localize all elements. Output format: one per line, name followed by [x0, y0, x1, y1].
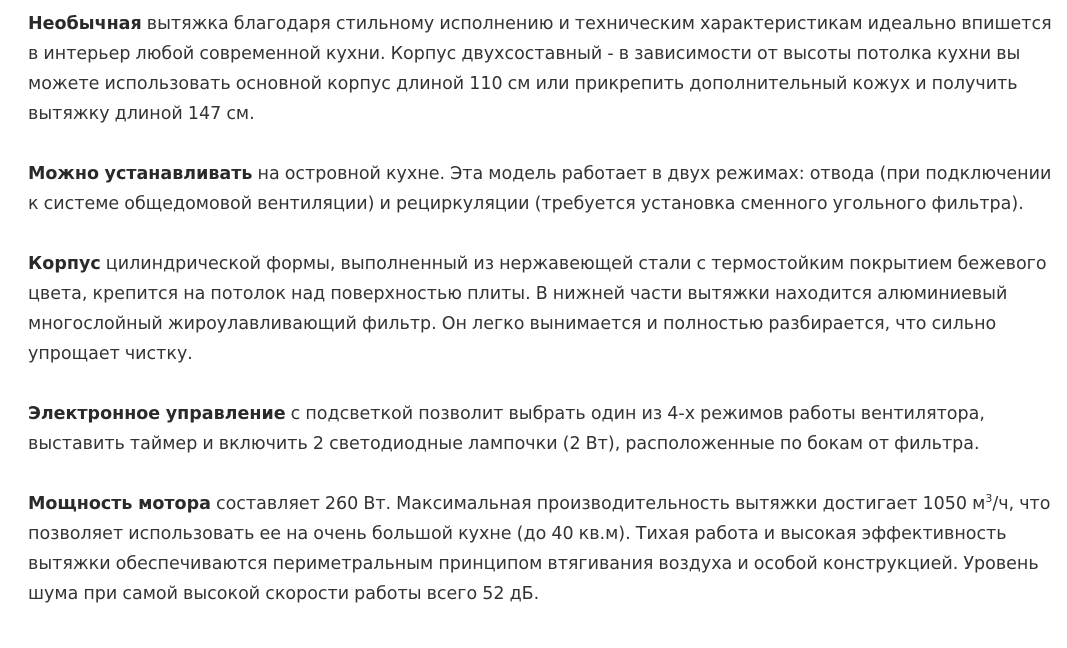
description-paragraph-controls	[28, 399, 1058, 459]
paragraph-lead: Необычная	[28, 14, 142, 34]
paragraph-text-continued: /ч, что позволяет использовать ее на очень большой кухне (до 40 кв.м). Тихая работа и высокая эффективность вытяжки обеспечиваются периметральным принципом втягивания воздуха и особой конструкцией. Уровень шума при самой высокой скорости работы всего 52 дБ.	[28, 494, 1051, 604]
paragraph-text: составляет 260 Вт. Максимальная производительность вытяжки достигает 1050 м	[210, 494, 986, 514]
paragraph-lead: Электронное управление	[28, 404, 286, 424]
paragraph-lead: Можно устанавливать	[28, 164, 253, 184]
paragraph-lead: Мощность мотора	[28, 494, 211, 514]
paragraph-text: вытяжка благодаря стильному исполнению и техническим характеристикам идеально впишется в интерьер любой современной кухни. Корпус двухсоставный - в зависимости от высоты потолка кухни вы можете использовать основной корпус длиной 110 см или прикрепить дополнительный кожух и получить вытяжку длиной 147 см.	[28, 14, 1052, 124]
description-paragraph-body	[28, 249, 1058, 369]
paragraph-text: с подсветкой позволит выбрать один из 4-х режимов работы вентилятора, выставить таймер и включить 2 светодиодные лампочки (2 Вт), расположенные по бокам от фильтра.	[28, 404, 985, 454]
description-paragraph-installation	[28, 159, 1058, 219]
description-paragraph-motor	[28, 489, 1058, 609]
description-paragraph-design	[28, 9, 1058, 129]
paragraph-lead: Корпус	[28, 254, 101, 274]
superscript-cubic: 3	[985, 492, 993, 506]
paragraph-text: цилиндрической формы, выполненный из нержавеющей стали с термостойким покрытием бежевого цвета, крепится на потолок над поверхностью плиты. В нижней части вытяжки находится алюминиевый многослойный жироулавливающий фильтр. Он легко вынимается и полностью разбирается, что сильно упрощает чистку.	[28, 254, 1047, 364]
paragraph-text: на островной кухне. Эта модель работает в двух режимах: отвода (при подключении к системе общедомовой вентиляции) и рециркуляции (требуется установка сменного угольного фильтра).	[28, 164, 1052, 214]
